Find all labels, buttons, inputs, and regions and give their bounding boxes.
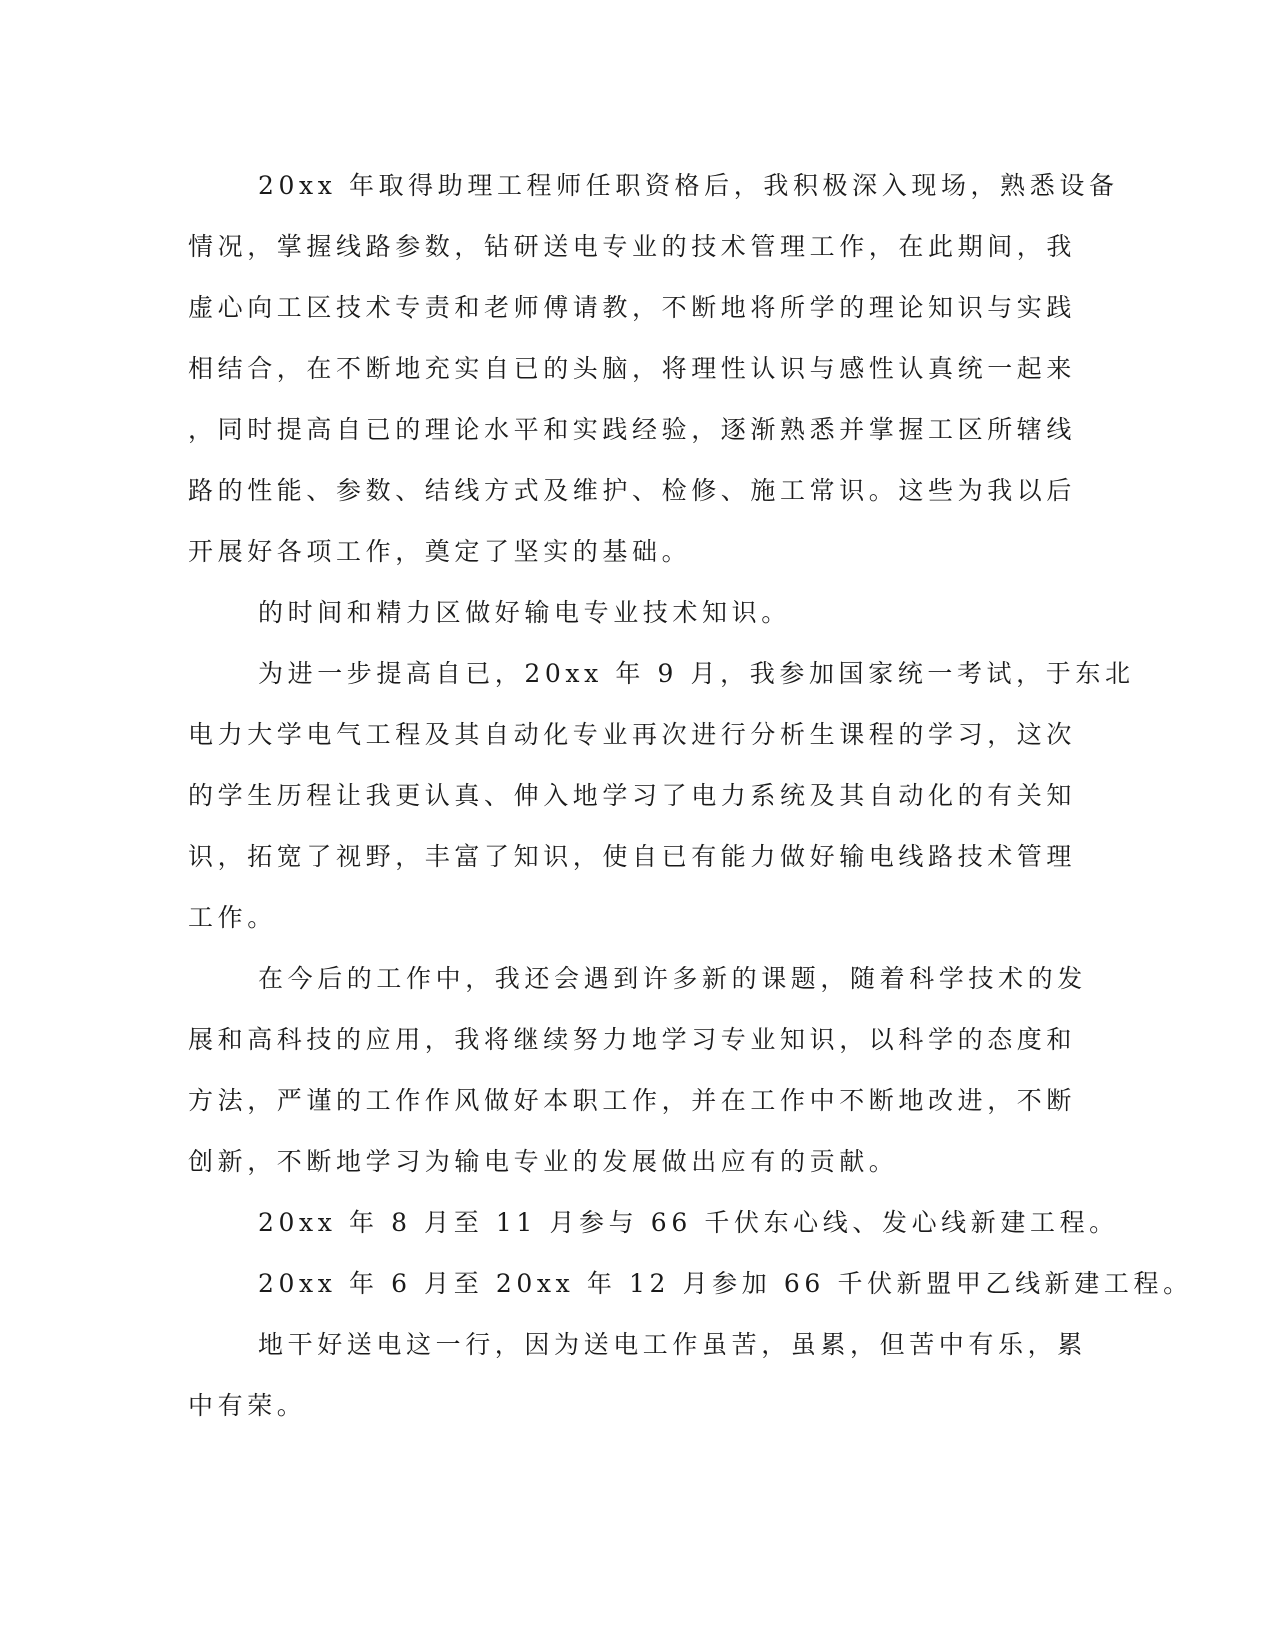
paragraph-1-line-3: 虚心向工区技术专责和老师傅请教，不断地将所学的理论知识与实践 <box>188 293 1077 322</box>
paragraph-7-line-2: 中有荣。 <box>188 1391 307 1420</box>
paragraph-2-line-1: 的时间和精力区做好输电专业技术知识。 <box>258 598 791 627</box>
paragraph-1-line-2: 情况，掌握线路参数，钻研送电专业的技术管理工作，在此期间，我 <box>188 232 1077 261</box>
paragraph-3-line-4: 识，拓宽了视野，丰富了知识，使自已有能力做好输电线路技术管理 <box>188 842 1077 871</box>
paragraph-1-line-1: 20xx 年取得助理工程师任职资格后，我积极深入现场，熟悉设备 <box>258 171 1119 200</box>
paragraph-1-line-4: 相结合，在不断地充实自已的头脑，将理性认识与感性认真统一起来 <box>188 354 1077 383</box>
paragraph-4-line-4: 创新，不断地学习为输电专业的发展做出应有的贡献。 <box>188 1147 899 1176</box>
paragraph-5-line-1: 20xx 年 8 月至 11 月参与 66 千伏东心线、发心线新建工程。 <box>258 1208 1119 1237</box>
paragraph-1-line-5: ，同时提高自已的理论水平和实践经验，逐渐熟悉并掌握工区所辖线 <box>188 415 1077 444</box>
paragraph-3-line-5: 工作。 <box>188 903 277 932</box>
paragraph-3-line-3: 的学生历程让我更认真、伸入地学习了电力系统及其自动化的有关知 <box>188 781 1077 810</box>
paragraph-3-line-1: 为进一步提高自已，20xx 年 9 月，我参加国家统一考试，于东北 <box>258 659 1135 688</box>
paragraph-1-line-7: 开展好各项工作，奠定了坚实的基础。 <box>188 537 692 566</box>
paragraph-4-line-1: 在今后的工作中，我还会遇到许多新的课题，随着科学技术的发 <box>258 964 1087 993</box>
paragraph-4-line-3: 方法，严谨的工作作风做好本职工作，并在工作中不断地改进，不断 <box>188 1086 1077 1115</box>
paragraph-1-line-6: 路的性能、参数、结线方式及维护、检修、施工常识。这些为我以后 <box>188 476 1077 505</box>
paragraph-3-line-2: 电力大学电气工程及其自动化专业再次进行分析生课程的学习，这次 <box>188 720 1077 749</box>
paragraph-7-line-1: 地干好送电这一行，因为送电工作虽苦，虽累，但苦中有乐，累 <box>258 1330 1087 1359</box>
paragraph-4-line-2: 展和高科技的应用，我将继续努力地学习专业知识，以科学的态度和 <box>188 1025 1077 1054</box>
paragraph-6-line-1: 20xx 年 6 月至 20xx 年 12 月参加 66 千伏新盟甲乙线新建工程。 <box>258 1269 1193 1298</box>
